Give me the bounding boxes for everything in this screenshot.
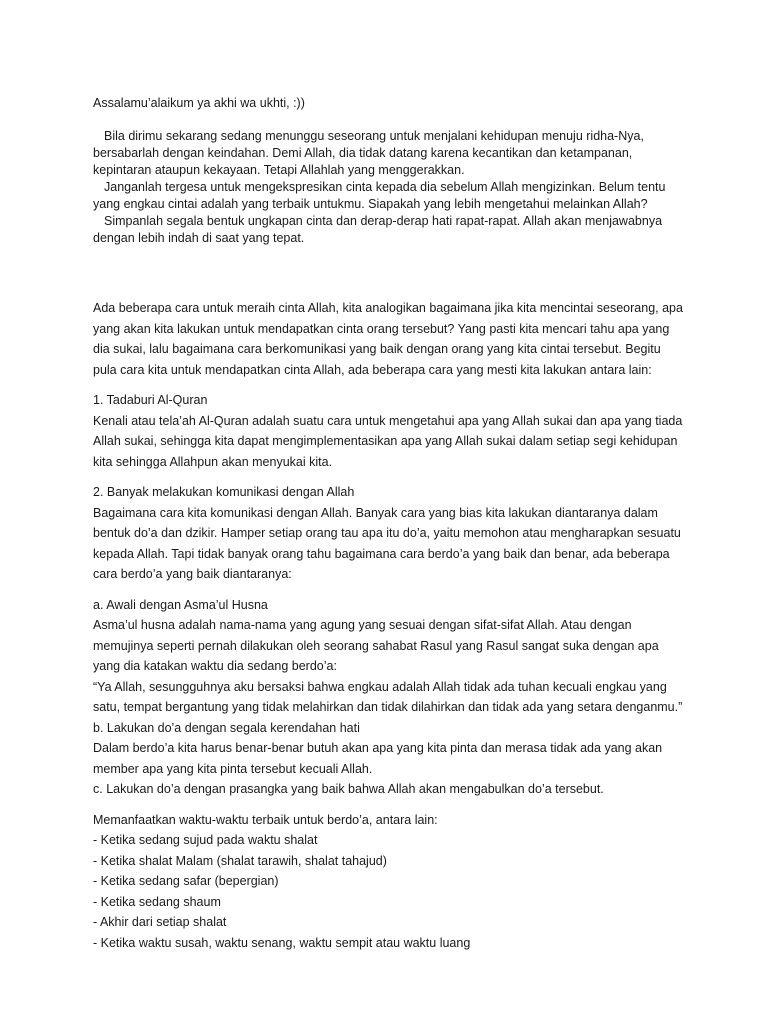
list-item: - Ketika waktu susah, waktu senang, waktu sempit atau waktu luang [93,935,471,950]
section-1-heading: 1. Tadaburi Al-Quran [93,393,208,407]
list-item: - Akhir dari setiap shalat [93,915,227,929]
point-c-line: c. Lakukan do’a dengan prasangka yang baik bahwa Allah akan mengabulkan do’a tersebut. [93,782,604,796]
main-section [93,298,683,953]
opening-paragraph: Ada beberapa cara untuk meraih cinta Allah, kita analogikan bagaimana jika kita mencintai seseorang, apa yang akan kita lakukan untuk mendapatkan cinta orang tersebut? Yang pasti kita mencari tahu apa yang dia sukai, lalu bagaimana cara berkomunikasi yang baik dengan orang yang kita cintai tersebut. Begitu pula cara kita untuk mendapatkan cinta Allah, ada beberapa cara yang mesti kita lakukan antara lain: [93,301,683,377]
point-b-heading: b. Lakukan do’a dengan segala kerendahan hati [93,720,360,735]
point-a-heading: a. Awali dengan Asma’ul Husna [93,597,268,612]
point-a-body: Asma’ul husna adalah nama-nama yang agung yang sesuai dengan sifat-sifat Allah. Atau dengan memujinya seperti pernah dilakukan oleh seorang sahabat Rasul yang Rasul sangat suka dengan apa yang dia katakan waktu dia sedang berdo’a: [93,618,659,673]
greeting-line: Assalamu’alaikum ya akhi wa ukhti, :)) [93,96,305,110]
point-a-quote: “Ya Allah, sesungguhnya aku bersaksi bahwa engkau adalah Allah tidak ada tuhan kecuali engkau yang satu, tempat bergantung yang tidak melahirkan dan tidak dilahirkan dan tidak ada yang setara denganmu.” [93,679,683,714]
list-item: - Ketika sedang shaum [93,894,221,909]
point-b-body: Dalam berdo’a kita harus benar-benar butuh akan apa yang kita pinta dan merasa tidak ada yang akan member apa yang kita pinta tersebut kecuali Allah. [93,741,663,776]
section-1-body: Kenali atau tela’ah Al-Quran adalah suatu cara untuk mengetahui apa yang Allah sukai dan apa yang tiada Allah sukai, sehingga kita dapat mengimplementasikan apa yang Allah sukai dalam setiap segi kehidupan kita sehingga Allahpun akan menyukai kita. [93,413,683,469]
list-item: - Ketika sedang safar (bepergian) [93,874,279,888]
intro-paragraph-2: Janganlah tergesa untuk mengekspresikan cinta kepada dia sebelum Allah mengizinkan. Belum tentu yang engkau cintai adalah yang terbaik untukmu. Siapakah yang lebih mengetahui melainkan Allah? [93,180,666,211]
intro-paragraph-1: Bila dirimu sekarang sedang menunggu seseorang untuk menjalani kehidupan menuju ridha-Nya, bersabarlah dengan keindahan. Demi Allah, dia tidak datang karena kecantikan dan ketampanan, kepintaran ataupun kekayaan. Tetapi Allahlah yang menggerakkan. [93,129,644,177]
best-times-heading: Memanfaatkan waktu-waktu terbaik untuk berdo’a, antara lain: [93,812,438,827]
intro-section [93,128,683,247]
list-item: - Ketika sedang sujud pada waktu shalat [93,833,318,847]
list-item: - Ketika shalat Malam (shalat tarawih, shalat tahajud) [93,853,387,868]
intro-paragraph-3: Simpanlah segala bentuk ungkapan cinta dan derap-derap hati rapat-rapat. Allah akan menjawabnya dengan lebih indah di saat yang tepat. [93,214,663,245]
section-2-body: Bagaimana cara kita komunikasi dengan Allah. Banyak cara yang bias kita lakukan diantaranya dalam bentuk do’a dan dzikir. Hamper setiap orang tau apa itu do’a, yaitu memohon atau mengharapkan sesuatu kepada Allah. Tapi tidak banyak orang tahu bagaimana cara berdo’a yang baik dan benar, ada beberapa cara berdo’a yang baik diantaranya: [93,505,681,581]
section-2-heading: 2. Banyak melakukan komunikasi dengan Allah [93,485,355,499]
